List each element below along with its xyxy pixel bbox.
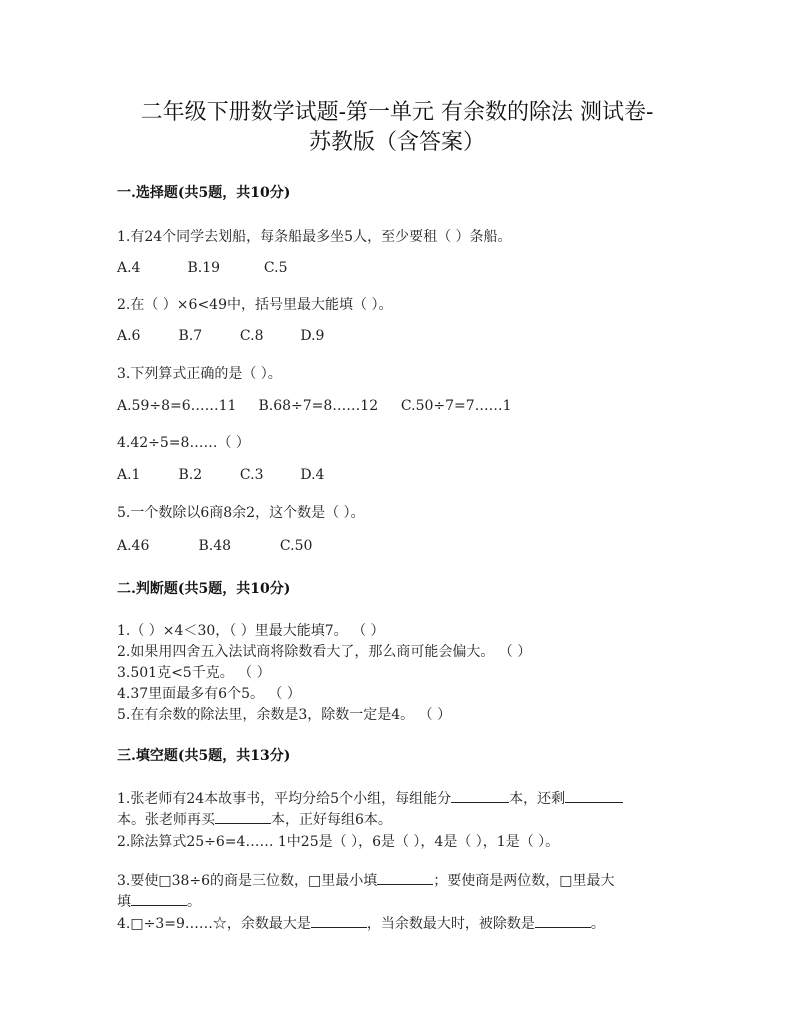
judgment-item: 4.37里面最多有6个5。 （ ） [117,686,301,702]
option-b: B.7 [178,328,203,344]
question-text: 4.42÷5=8……（ ） [117,435,250,451]
fill-text: 4.□÷3=9……☆，余数最大是 [117,916,311,932]
option-b: B.68÷7=8……12 [258,398,379,414]
question-options [117,328,324,344]
question-options [117,398,512,414]
option-b: B.19 [187,260,221,276]
answer-blank [311,913,367,928]
answer-blank [535,913,591,928]
option-a: A.1 [117,467,141,483]
question-options [117,260,287,276]
option-a: A.59÷8=6……11 [117,398,237,414]
fill-text: ，当余数最大时，被除数是 [366,916,535,932]
fill-question-4 [117,913,605,933]
section-heading-fill: 三.填空题(共5题，共13分) [117,748,291,764]
question-options [117,467,324,483]
fill-question-1-line2 [117,809,392,829]
question-text: 3.下列算式正确的是（ ）。 [117,366,282,382]
option-b: B.2 [178,467,203,483]
answer-blank [565,788,623,803]
fill-text: 本，正好每组6本。 [271,812,392,828]
fill-text: 本。张老师再买 [117,812,215,828]
section-heading-judgment: 二.判断题(共5题，共10分) [117,581,291,597]
fill-text: 1.张老师有24本故事书，平均分给5个小组，每组能分 [117,791,452,807]
option-d: D.4 [300,467,325,483]
answer-blank [451,788,509,803]
fill-text: 填 [117,894,131,910]
fill-text: 。 [590,916,605,932]
fill-question-3-line1 [117,870,615,890]
judgment-item: 2.如果用四舍五入法试商将除数看大了，那么商可能会偏大。 （ ） [117,644,532,660]
document-title-line1: 二年级下册数学试题-第一单元 有余数的除法 测试卷- [140,100,654,125]
option-a: A.46 [117,538,150,554]
option-c: C.5 [263,260,288,276]
section-heading-choice: 一.选择题(共5题，共10分) [117,185,291,201]
option-b: B.48 [198,538,232,554]
question-text: 5.一个数除以6商8余2，这个数是（ ）。 [117,505,365,521]
fill-text: 本，还剩 [509,791,566,807]
option-a: A.6 [117,328,141,344]
judgment-item: 1.（ ）×4＜30，（ ）里最大能填7。 （ ） [117,623,385,639]
fill-text: 3.要使□38÷6的商是三位数，□里最小填 [117,873,378,889]
question-text: 2.在（ ）×6<49中，括号里最大能填（ ）。 [117,297,393,313]
fill-text: ；要使商是两位数，□里最大 [433,873,615,889]
answer-blank [131,891,187,906]
option-c: C.3 [239,467,264,483]
option-a: A.4 [117,260,141,276]
question-text: 1.有24个同学去划船，每条船最多坐5人，至少要租（ ）条船。 [117,229,512,245]
judgment-item: 5.在有余数的除法里，余数是3，除数一定是4。 （ ） [117,707,452,723]
document-title-line2: 苏教版（含答案） [308,130,485,155]
answer-blank [377,870,433,885]
fill-question-1-line1 [117,788,623,808]
judgment-item: 3.501克<5千克。 （ ） [117,665,271,681]
fill-text: 。 [187,894,201,910]
option-c: C.50 [279,538,313,554]
option-c: C.8 [239,328,264,344]
answer-blank [215,809,271,824]
fill-question-3-line2 [117,891,201,911]
fill-question-2: 2.除法算式25÷6=4…… 1中25是（ ），6是（ ），4是（ ），1是（ ）。 [117,834,560,850]
question-options [117,538,312,554]
option-c: C.50÷7=7……1 [400,398,512,414]
option-d: D.9 [300,328,325,344]
